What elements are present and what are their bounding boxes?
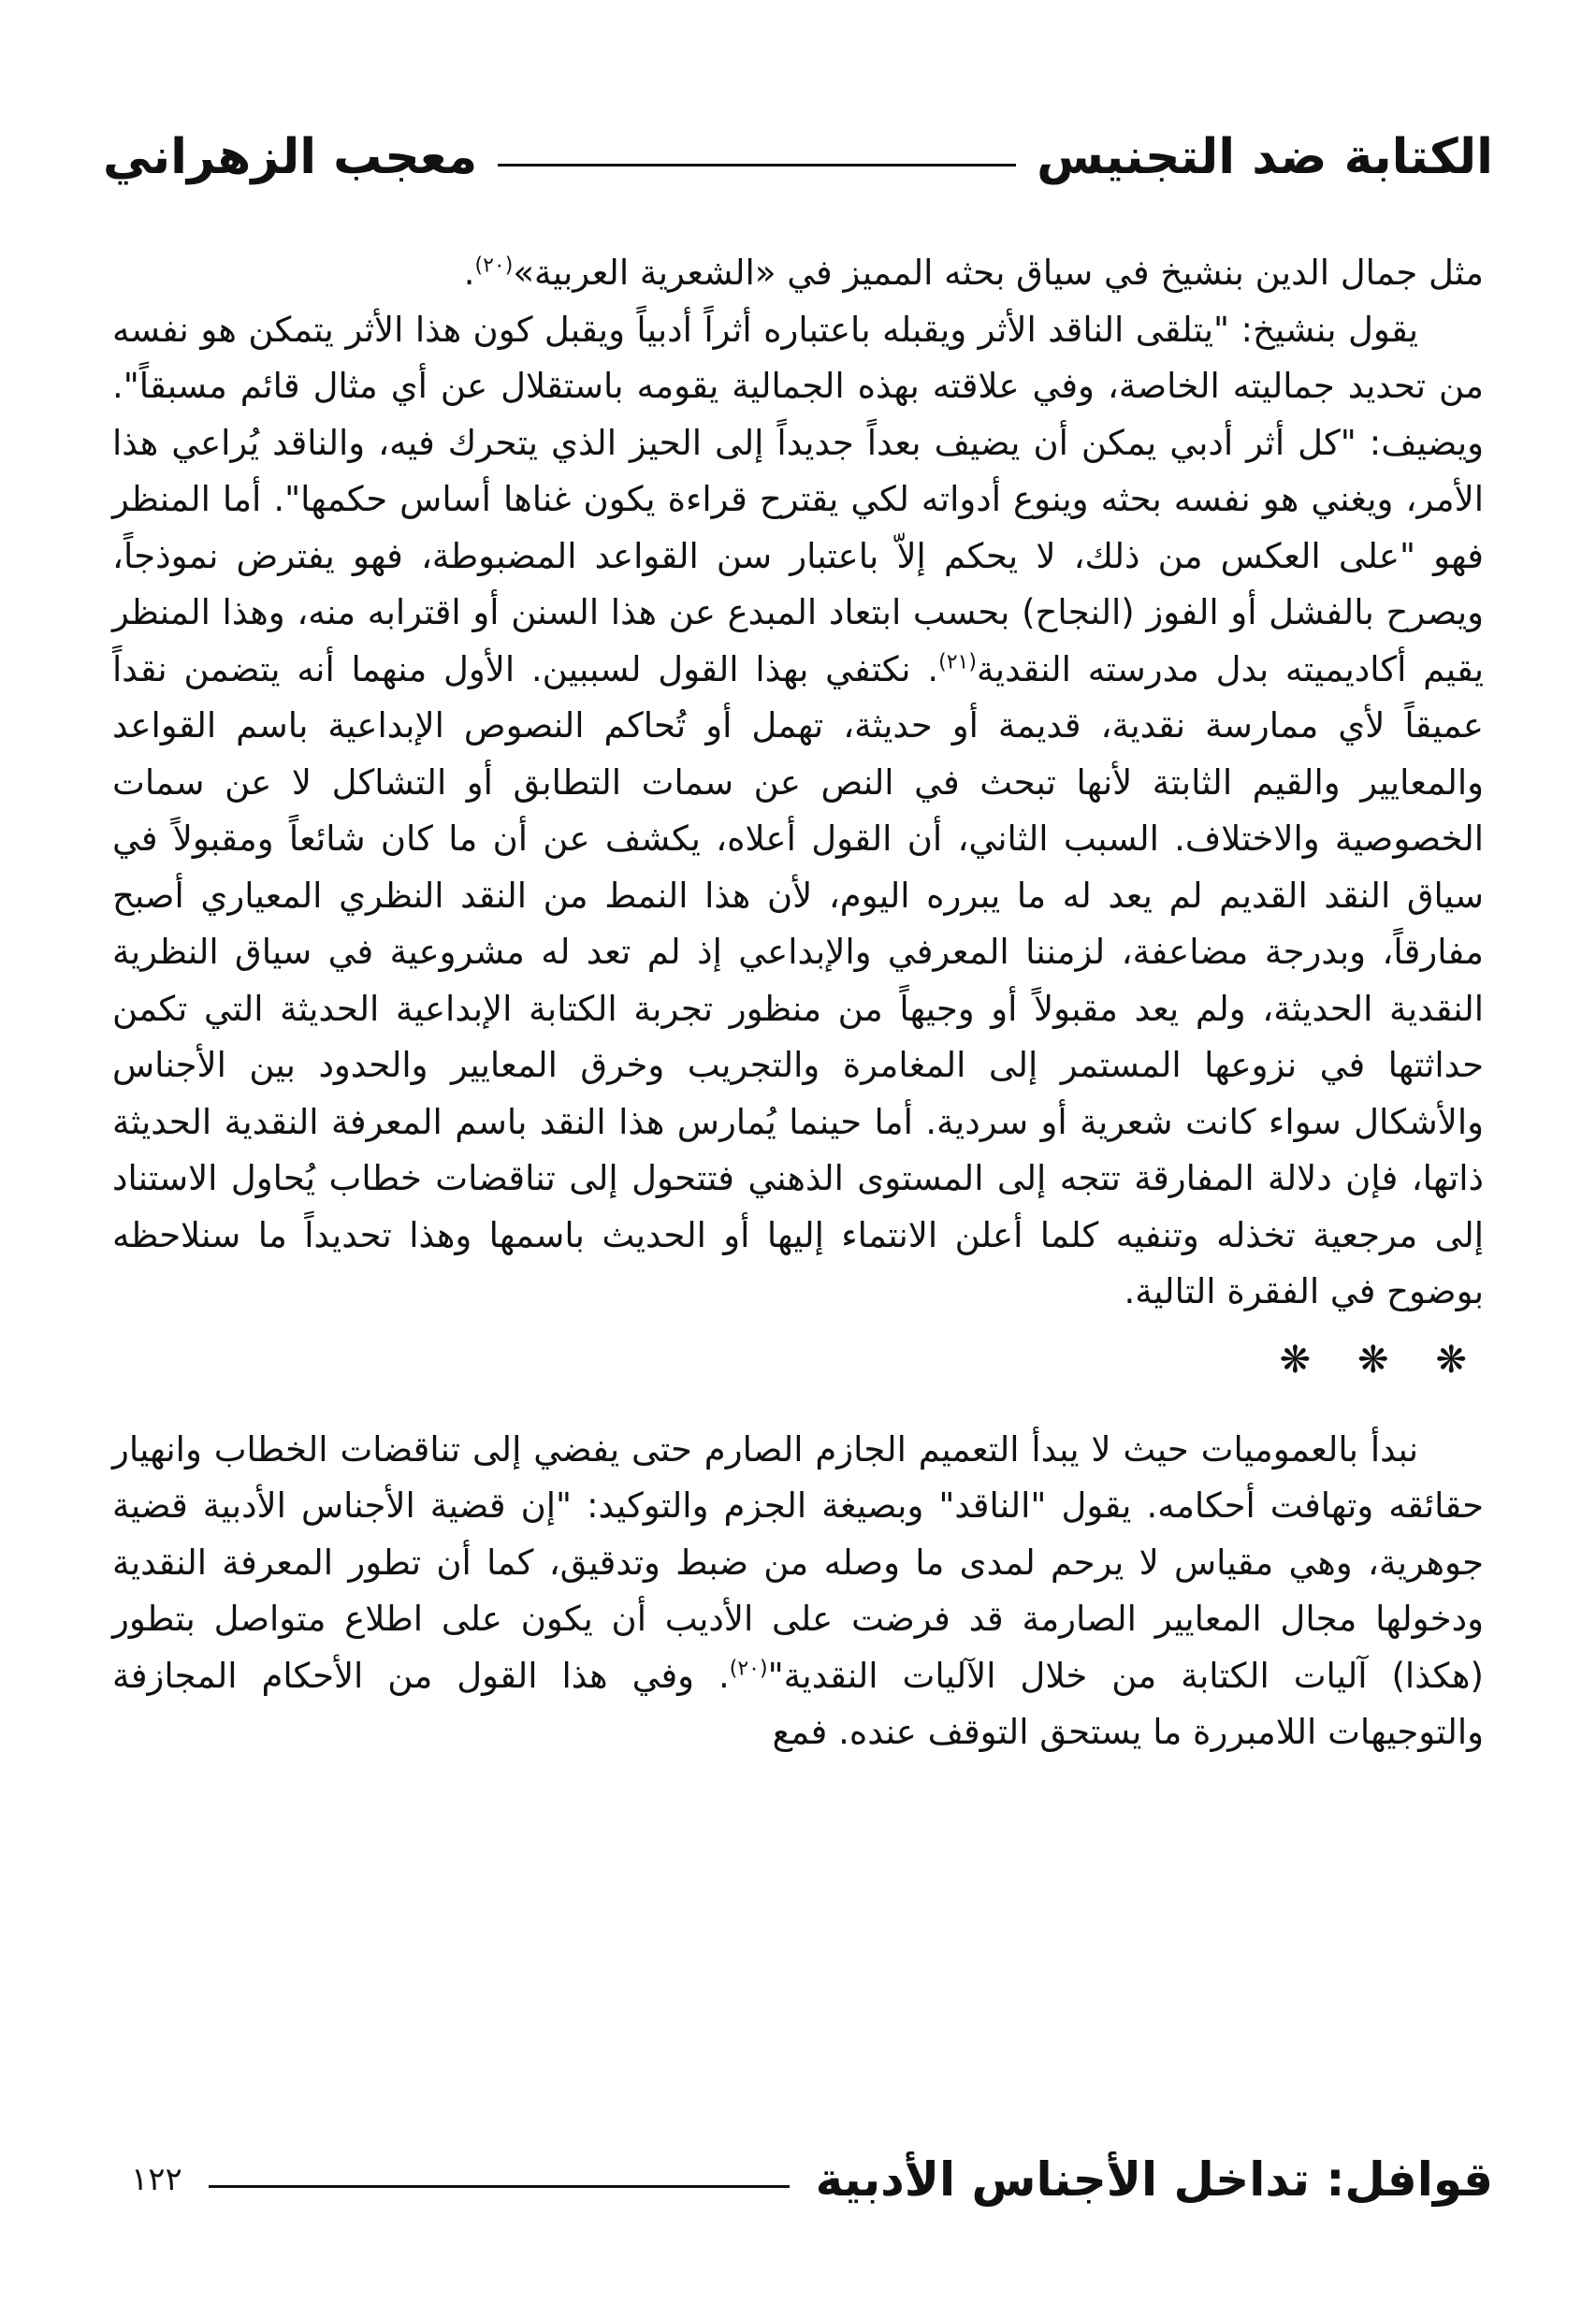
section-separator: ❋ ❋ ❋: [1279, 1338, 1484, 1382]
footnote-marker: (٢٠): [474, 253, 514, 278]
paragraph-text: .: [463, 253, 475, 293]
footer-rule: [209, 2185, 790, 2188]
footnote-marker: (٢٠): [729, 1657, 768, 1681]
running-footer: [131, 2147, 1493, 2212]
paragraph-text: مثل جمال الدين بنشيخ في سياق بحثه المميز في «الشعرية العربية»: [513, 253, 1484, 293]
page-number: ١٢٢: [131, 2161, 182, 2198]
paragraph-2: [112, 302, 1484, 1321]
body-text: [112, 245, 1484, 1761]
paragraph-text: . نكتفي بهذا القول لسببين. الأول منهما أنه يتضمن نقداً عميقاً لأي ممارسة نقدية، قديمة أو حديثة، تهمل أو تُحاكم النصوص الإبداعية باسم القواعد والمعايير والقيم الثابتة لأنها تبحث في النص عن سمات التطابق أو التشاكل لا عن سمات الخصوصية والاختلاف. السبب الثاني، أن القول أعلاه، يكشف عن أن ما كان شائعاً ومقبولاً في سياق النقد القديم لم يعد له ما يبرره اليوم، لأن هذا النمط من النقد النظري المعياري أصبح مفارقاً، وبدرجة مضاعفة، لزمننا المعرفي والإبداعي إذ لم تعد له مشروعية في سياق النظرية النقدية الحديثة، ولم يعد مقبولاً أو وجيهاً من منظور تجربة الكتابة الإبداعية الحديثة التي تكمن حداثتها في نزوعها المستمر إلى المغامرة والتجريب وخرق المعايير والحدود بين الأجناس والأشكال سواء كانت شعرية أو سردية. أما حينما يُمارس هذا النقد باسم المعرفة النقدية الحديثة ذاتها، فإن دلالة المفارقة تتجه إلى المستوى الذهني فتتحول إلى تناقضات خطاب يُحاول الاستناد إلى مرجعية تخذله وتنفيه كلما أعلن الانتماء إليها أو الحديث باسمها وهذا تحديداً ما سنلاحظه بوضوح في الفقرة التالية.: [112, 648, 1484, 1311]
journal-title: قوافل: تداخل الأجناس الأدبية: [815, 2152, 1493, 2207]
header-rule: [498, 164, 1016, 167]
book-title: الكتابة ضد التجنيس: [1037, 129, 1493, 185]
running-header: [103, 120, 1493, 195]
author-name: معجب الزهراني: [103, 129, 478, 185]
footnote-marker: (٢١): [938, 650, 977, 674]
paragraph-3: [112, 1422, 1484, 1761]
paragraph-1: [112, 245, 1484, 302]
paragraph-text: . وفي هذا القول من الأحكام المجازفة والتوجيهات اللامبررة ما يستحق التوقف عنده. فمع: [112, 1655, 1484, 1752]
paragraph-text: يقول بنشيخ: "يتلقى الناقد الأثر ويقبله باعتباره أثراً أدبياً ويقبل كون هذا الأثر يتمكن هو نفسه من تحديد جماليته الخاصة، وفي علاقته بهذه الجمالية يقومه باستقلال عن أي مثال قائم مسبقاً". ويضيف: "كل أثر أدبي يمكن أن يضيف بعداً جديداً إلى الحيز الذي يتحرك فيه، والناقد يُراعي هذا الأمر، ويغني هو نفسه بحثه وينوع أدواته لكي يقترح قراءة يكون غناها أساس حكمها". أما المنظر فهو "على العكس من ذلك، لا يحكم إلاّ باعتبار سن القواعد المضبوطة، فهو يفترض نموذجاً، ويصرح بالفشل أو الفوز (النجاح) بحسب ابتعاد المبدع عن هذا السنن أو اقترابه منه، وهذا المنظر يقيم أكاديميته بدل مدرسته النقدية: [112, 309, 1484, 689]
paragraph-text: نبدأ بالعموميات حيث لا يبدأ التعميم الجازم الصارم حتى يفضي إلى تناقضات الخطاب وانهيار حقائقه وتهافت أحكامه. يقول "الناقد" وبصيغة الجزم والتوكيد: "إن قضية الأجناس الأدبية قضية جوهرية، وهي مقياس لا يرحم لمدى ما وصله من ضبط وتدقيق، كما أن تطور المعرفة النقدية ودخولها مجال المعايير الصارمة قد فرضت على الأديب أن يكون على اطلاع متواصل بتطور (هكذا) آليات الكتابة من خلال الآليات النقدية": [112, 1428, 1484, 1696]
